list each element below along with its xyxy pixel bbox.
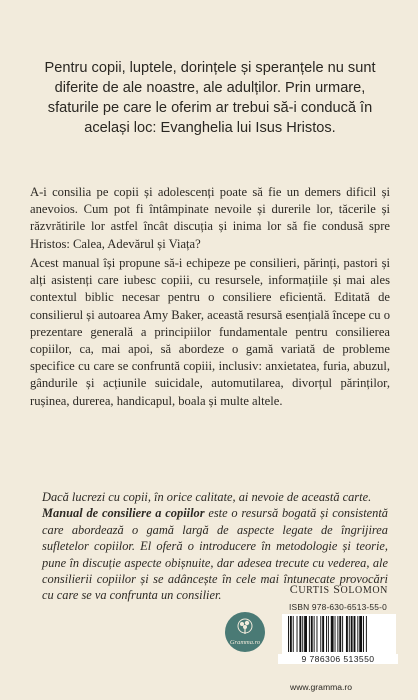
author-initial-2: S xyxy=(333,582,341,596)
barcode-bar xyxy=(351,616,353,652)
barcode-digits: 9 786306 513550 xyxy=(278,654,398,664)
body-paragraph-1: A-i consilia pe copii și adolescenți poate să fie un demers dificil și anevoios. Cum pot fi întâmpinate nevoile și durerile lor, tăcerile și răzvrătirile lor astfel încât discuția și inima lor să fie condusă spre Hristos: Calea, Adevărul și Viața? xyxy=(30,185,390,251)
barcode-bar xyxy=(349,616,350,652)
barcode-bar xyxy=(346,616,348,652)
quote-book-title: Manual de consiliere a copiilor xyxy=(42,506,205,521)
barcode-bar xyxy=(299,616,301,652)
barcode-bar xyxy=(326,616,327,652)
barcode-bar xyxy=(314,616,315,652)
intro-text: Pentru copii, luptele, dorințele și speranțele nu sunt diferite de ale noastre, ale adulților. Prin urmare, sfaturile pe care le oferim ar trebui să-i conducă în același loc: Evanghelia lui Isus Hristos. xyxy=(44,60,376,136)
barcode-bar xyxy=(331,616,334,652)
barcode-bar xyxy=(297,616,298,652)
barcode-bar xyxy=(363,616,364,652)
barcode-bar xyxy=(342,616,343,652)
publisher-logo xyxy=(225,612,265,652)
barcode-bar xyxy=(309,616,310,652)
barcode-bar xyxy=(302,616,303,652)
barcode-block xyxy=(278,600,398,678)
author-initial-1: C xyxy=(289,582,299,596)
barcode-bar xyxy=(359,616,362,652)
tree-icon xyxy=(225,612,265,652)
barcode-bar xyxy=(293,616,294,652)
quote-lead: Dacă lucrezi cu copii, în orice calitate, ai nevoie de această carte. xyxy=(42,490,372,504)
barcode-bar xyxy=(328,616,329,652)
body-paragraph-2: Acest manual își propune să-i echipeze pe consilieri, părinți, pastori și alți asistenți care iubesc copiii, cu resursele, informațiile și mai ales contextul biblic necesar pentru o consiliere eficientă. Editată de consilierul și autoarea Amy Baker, această resursă esențială începe cu o prezentare generală a principiilor fundamentale pentru consilierea copiilor, ca, mai apoi, să abordeze o gamă variată de probleme specifice cu care se confruntă copiii, inclusiv: anxietatea, furia, abuzul, gândurile și acțiunile suicidale, automutilarea, divorțul părinților, rușinea, durerea, handicapul, boala și multe altele. xyxy=(30,256,391,408)
barcode-bar xyxy=(337,616,338,652)
barcode-bar xyxy=(288,616,289,652)
barcode-bar xyxy=(322,616,324,652)
barcode-bar xyxy=(357,616,358,652)
barcode-bar xyxy=(304,616,307,652)
author-rest-1: URTIS xyxy=(298,585,330,596)
barcode-bar xyxy=(317,616,318,652)
publisher-logo-text: Gramma.ro xyxy=(229,639,261,646)
barcode-bar xyxy=(335,616,336,652)
publisher-website: www.gramma.ro xyxy=(290,682,353,692)
barcode-bar xyxy=(320,616,321,652)
barcode-bar xyxy=(366,616,367,652)
author-rest-2: OLOMON xyxy=(340,585,388,596)
barcode-bar xyxy=(339,616,341,652)
quote-author xyxy=(290,582,388,597)
barcode-bar xyxy=(354,616,356,652)
isbn-label: ISBN 978-630-6513-55-0 xyxy=(289,602,387,612)
barcode-bar xyxy=(311,616,313,652)
quote-rest: este o resursă bogată și consistentă care abordează o gamă largă de aspecte legate de îngrijirea sufletelor copiilor. El oferă o introducere în metodologie și teorie, pune în discuție aspecte obișnuite, dar adesea trecute cu vederea, ale consilierii copiilor și se adâncește în cele mai întunecate provocări cu care se va confrunta un consilier. xyxy=(42,506,388,603)
barcode-bar xyxy=(290,616,292,652)
